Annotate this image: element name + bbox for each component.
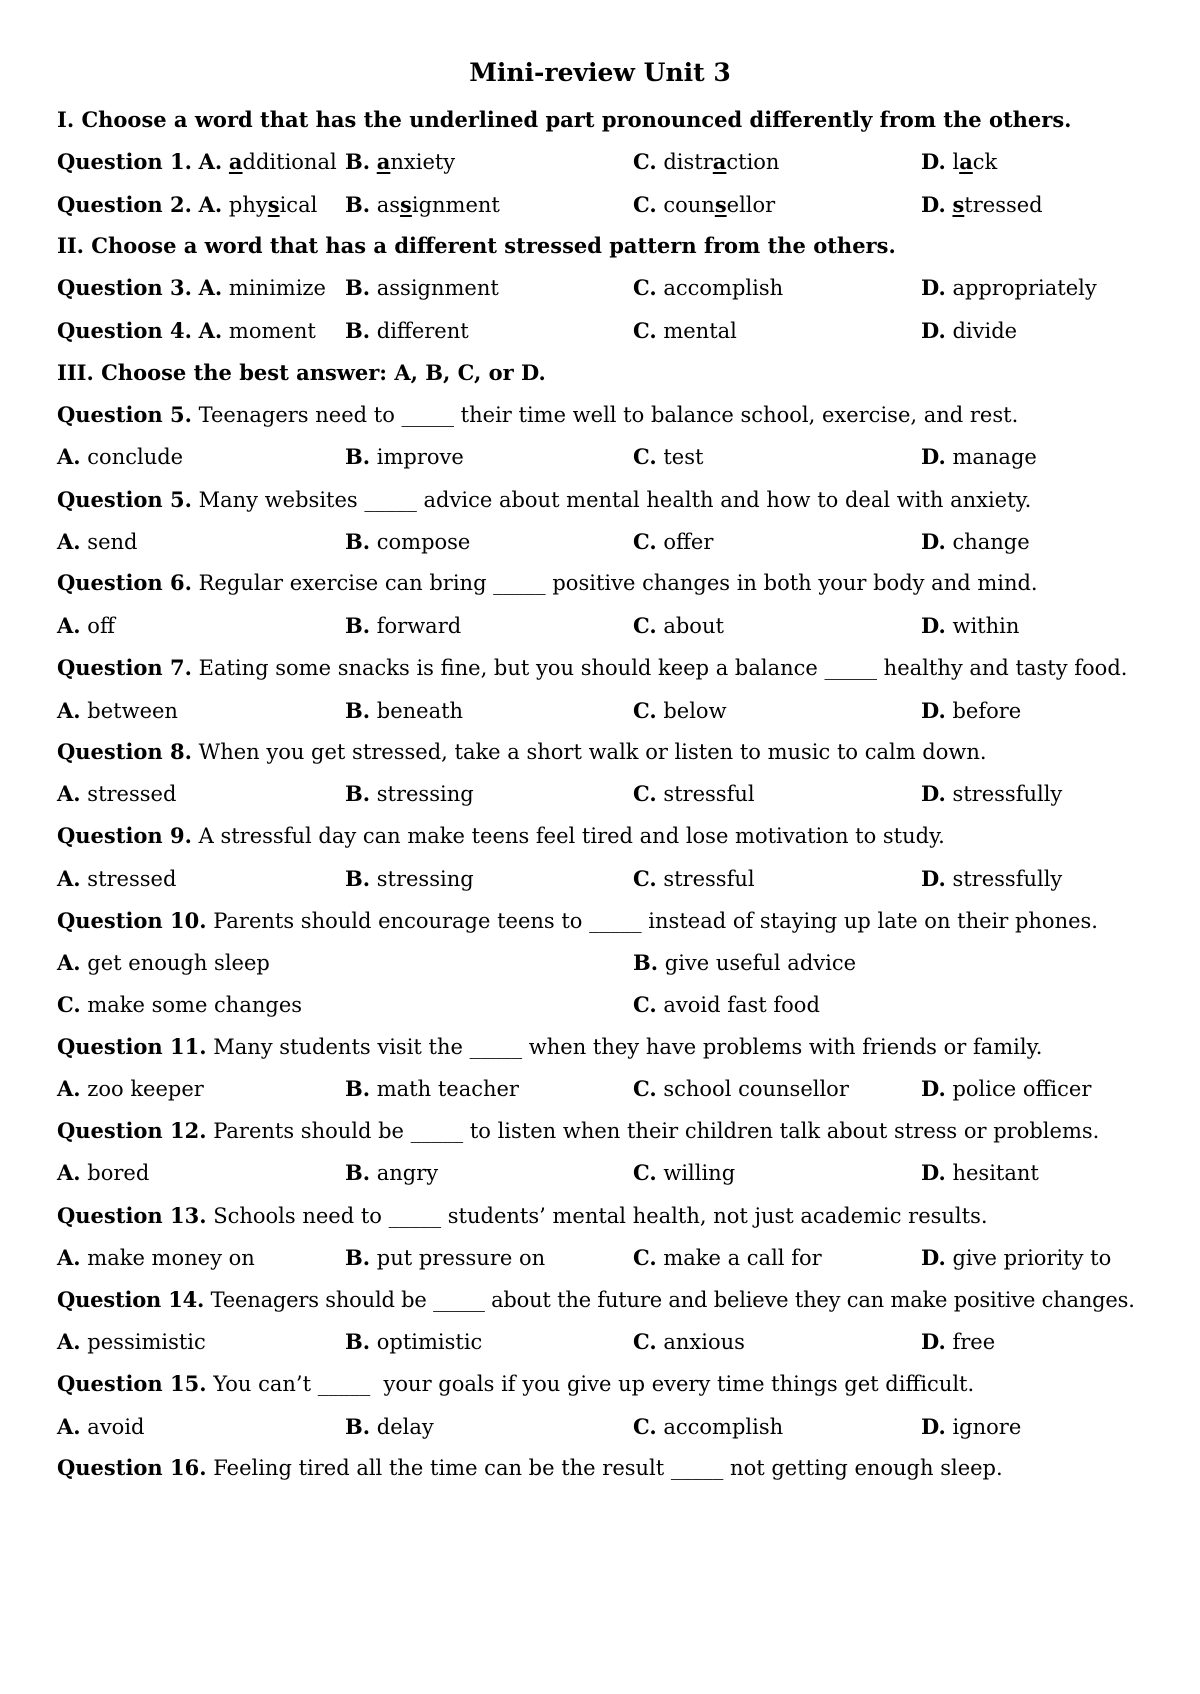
option-b: B. angry bbox=[345, 1160, 439, 1185]
question-label: Question 15. bbox=[57, 1371, 207, 1396]
question-3 bbox=[57, 273, 1167, 303]
question-stem: Question 16. Feeling tired all the time can be the result _____ not getting enough sleep. bbox=[57, 1455, 1003, 1480]
option-a: Question 4. A. moment bbox=[57, 318, 316, 343]
question-label: Question 16. bbox=[57, 1455, 207, 1480]
question-label: Question 7. bbox=[57, 655, 192, 680]
option-d: D. divide bbox=[921, 318, 1018, 343]
question-stem: Question 13. Schools need to _____ students’ mental health, not just academic results. bbox=[57, 1203, 988, 1228]
option-b: B. delay bbox=[345, 1414, 434, 1439]
question-label: Question 4. bbox=[57, 318, 192, 343]
option-a: A. pessimistic bbox=[57, 1329, 206, 1354]
question-2 bbox=[57, 190, 1167, 220]
option-d: D. manage bbox=[921, 444, 1037, 469]
question-stem: Question 12. Parents should be _____ to listen when their children talk about stress or problems. bbox=[57, 1118, 1100, 1143]
options-row bbox=[57, 1243, 1167, 1273]
option-a: A. stressed bbox=[57, 781, 177, 806]
question-stem: Question 10. Parents should encourage teens to _____ instead of staying up late on their phones. bbox=[57, 908, 1098, 933]
option-b: B. optimistic bbox=[345, 1329, 483, 1354]
option-c: C. make some changes bbox=[57, 992, 303, 1017]
question-stem: Question 6. Regular exercise can bring _____ positive changes in both your body and mind. bbox=[57, 570, 1038, 595]
options-row bbox=[57, 1074, 1167, 1104]
option-c: C. school counsellor bbox=[633, 1076, 849, 1101]
option-a: Question 2. A. physical bbox=[57, 192, 318, 217]
question-label: Question 8. bbox=[57, 739, 192, 764]
options-row bbox=[57, 527, 1167, 557]
section-heading-1: I. Choose a word that has the underlined part pronounced differently from the others. bbox=[57, 107, 1072, 132]
option-d: D. stressed bbox=[921, 192, 1043, 217]
question-label: Question 14. bbox=[57, 1287, 205, 1312]
option-a: A. get enough sleep bbox=[57, 950, 270, 975]
question-label: Question 11. bbox=[57, 1034, 207, 1059]
options-row bbox=[57, 696, 1167, 726]
option-c: C. make a call for bbox=[633, 1245, 822, 1270]
option-c: C. offer bbox=[633, 529, 714, 554]
option-b: B. stressing bbox=[345, 866, 474, 891]
question-stem: Question 15. You can’t _____ your goals if you give up every time things get difficult. bbox=[57, 1371, 975, 1396]
option-b: B. anxiety bbox=[345, 149, 456, 174]
question-4 bbox=[57, 316, 1167, 346]
question-label: Question 12. bbox=[57, 1118, 207, 1143]
options-row bbox=[57, 1412, 1167, 1442]
option-d: D. within bbox=[921, 613, 1020, 638]
option-a: A. stressed bbox=[57, 866, 177, 891]
question-label: Question 10. bbox=[57, 908, 207, 933]
options-row bbox=[57, 990, 1167, 1020]
option-a: A. send bbox=[57, 529, 138, 554]
option-d: D. ignore bbox=[921, 1414, 1022, 1439]
option-d: D. stressfully bbox=[921, 781, 1063, 806]
option-c: C. willing bbox=[633, 1160, 736, 1185]
option-b: B. assignment bbox=[345, 192, 500, 217]
option-b: B. math teacher bbox=[345, 1076, 519, 1101]
question-stem: Question 9. A stressful day can make teens feel tired and lose motivation to study. bbox=[57, 823, 945, 848]
option-a: A. make money on bbox=[57, 1245, 255, 1270]
option-c: C. about bbox=[633, 613, 724, 638]
option-b: B. stressing bbox=[345, 781, 474, 806]
option-b: B. improve bbox=[345, 444, 464, 469]
question-stem: Question 5. Many websites _____ advice about mental health and how to deal with anxiety. bbox=[57, 487, 1032, 512]
question-stem: Question 11. Many students visit the _____ when they have problems with friends or family. bbox=[57, 1034, 1043, 1059]
option-a: A. between bbox=[57, 698, 178, 723]
option-d: D. hesitant bbox=[921, 1160, 1039, 1185]
question-stem: Question 8. When you get stressed, take a short walk or listen to music to calm down. bbox=[57, 739, 987, 764]
question-label: Question 5. bbox=[57, 487, 192, 512]
option-d: C. avoid fast food bbox=[633, 992, 820, 1017]
option-d: D. police officer bbox=[921, 1076, 1092, 1101]
option-c: C. distraction bbox=[633, 149, 780, 174]
question-stem: Question 14. Teenagers should be _____ about the future and believe they can make positive changes. bbox=[57, 1287, 1135, 1312]
page-title: Mini-review Unit 3 bbox=[469, 58, 731, 87]
section-heading-3: III. Choose the best answer: A, B, C, or D. bbox=[57, 360, 546, 385]
option-c: C. stressful bbox=[633, 781, 755, 806]
option-b: B. compose bbox=[345, 529, 471, 554]
option-b: B. forward bbox=[345, 613, 462, 638]
option-c: C. accomplish bbox=[633, 1414, 784, 1439]
options-row bbox=[57, 611, 1167, 641]
options-row bbox=[57, 1327, 1167, 1357]
option-b: B. beneath bbox=[345, 698, 464, 723]
question-label: Question 13. bbox=[57, 1203, 207, 1228]
options-row bbox=[57, 1158, 1167, 1188]
question-stem: Question 7. Eating some snacks is fine, but you should keep a balance _____ healthy and tasty food. bbox=[57, 655, 1128, 680]
option-c: C. accomplish bbox=[633, 275, 784, 300]
option-d: D. free bbox=[921, 1329, 996, 1354]
options-row bbox=[57, 948, 1167, 978]
option-a: A. avoid bbox=[57, 1414, 145, 1439]
option-d: D. lack bbox=[921, 149, 998, 174]
question-label: Question 6. bbox=[57, 570, 192, 595]
option-d: D. appropriately bbox=[921, 275, 1097, 300]
option-d: D. stressfully bbox=[921, 866, 1063, 891]
option-a: Question 3. A. minimize bbox=[57, 275, 326, 300]
question-label: Question 9. bbox=[57, 823, 192, 848]
option-a: A. bored bbox=[57, 1160, 150, 1185]
option-c: C. stressful bbox=[633, 866, 755, 891]
option-a: A. off bbox=[57, 613, 115, 638]
section-heading-2: II. Choose a word that has a different stressed pattern from the others. bbox=[57, 233, 896, 258]
option-b: B. different bbox=[345, 318, 469, 343]
option-c: C. test bbox=[633, 444, 704, 469]
question-1 bbox=[57, 147, 1167, 177]
option-d: D. before bbox=[921, 698, 1022, 723]
option-b: B. give useful advice bbox=[633, 950, 857, 975]
option-b: B. assignment bbox=[345, 275, 499, 300]
question-label: Question 3. bbox=[57, 275, 192, 300]
option-c: C. counsellor bbox=[633, 192, 776, 217]
options-row bbox=[57, 442, 1167, 472]
options-row bbox=[57, 779, 1167, 809]
option-a: A. conclude bbox=[57, 444, 184, 469]
option-a: A. zoo keeper bbox=[57, 1076, 204, 1101]
option-c: C. anxious bbox=[633, 1329, 745, 1354]
question-label: Question 5. bbox=[57, 402, 192, 427]
question-label: Question 1. bbox=[57, 149, 192, 174]
question-label: Question 2. bbox=[57, 192, 192, 217]
option-c: C. mental bbox=[633, 318, 737, 343]
option-b: B. put pressure on bbox=[345, 1245, 546, 1270]
option-a: Question 1. A. additional bbox=[57, 149, 337, 174]
option-d: D. give priority to bbox=[921, 1245, 1112, 1270]
question-stem: Question 5. Teenagers need to _____ their time well to balance school, exercise, and rest. bbox=[57, 402, 1019, 427]
option-d: D. change bbox=[921, 529, 1030, 554]
options-row bbox=[57, 864, 1167, 894]
option-c: C. below bbox=[633, 698, 727, 723]
